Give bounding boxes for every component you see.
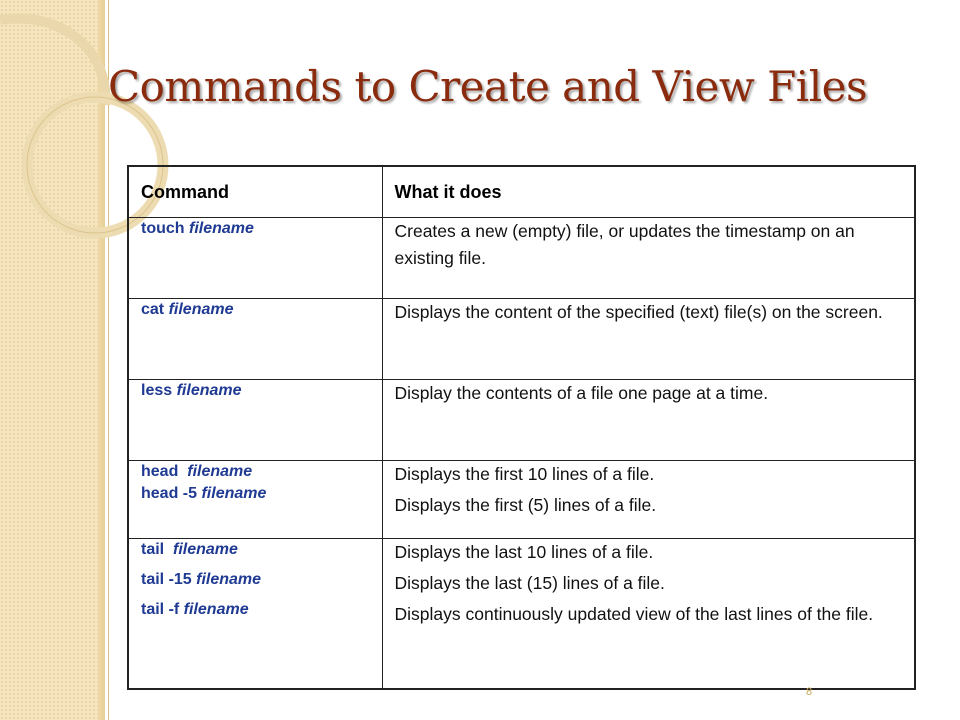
table-row — [128, 380, 915, 461]
description-cell — [382, 380, 915, 461]
table-row — [128, 461, 915, 539]
description-text: Displays the first (5) lines of a file. — [394, 495, 657, 515]
command-arg: filename — [201, 485, 267, 502]
command-arg: filename — [196, 571, 262, 588]
description-text: Displays continuously updated view of the last lines of the file. — [394, 604, 874, 624]
command-line — [141, 569, 370, 591]
command-name: head — [141, 463, 179, 480]
command-line — [141, 380, 370, 402]
command-cell — [128, 218, 382, 299]
table-row — [128, 218, 915, 299]
command-arg: filename — [183, 601, 249, 618]
page-number: 8 — [806, 686, 813, 698]
command-arg: filename — [187, 463, 253, 480]
table-row — [128, 539, 915, 689]
command-cell — [128, 299, 382, 380]
description-cell — [382, 539, 915, 689]
description-text: Displays the last (15) lines of a file. — [394, 573, 665, 593]
command-name: tail — [141, 541, 165, 558]
command-name: head -5 — [141, 485, 198, 502]
command-arg: filename — [168, 301, 234, 318]
description-cell — [382, 299, 915, 380]
command-arg: filename — [176, 382, 242, 399]
command-name: touch — [141, 220, 185, 237]
table-header-row — [128, 166, 915, 218]
description-text: Displays the last 10 lines of a file. — [394, 542, 654, 562]
command-arg: filename — [173, 541, 238, 558]
header-command: Command — [128, 166, 382, 218]
command-line — [141, 483, 370, 505]
command-line — [141, 461, 370, 483]
slide-title: Commands to Create and View Files — [108, 62, 868, 111]
description-text: Display the contents of a file one page at a time. — [394, 383, 769, 403]
description-text: Displays the content of the specified (text) file(s) on the screen. — [394, 302, 883, 322]
commands-table — [127, 165, 916, 690]
command-line — [141, 218, 370, 240]
command-name: less — [141, 382, 173, 399]
command-cell — [128, 461, 382, 539]
command-name: cat — [141, 301, 165, 318]
command-name: tail -f — [141, 601, 180, 618]
description-cell — [382, 218, 915, 299]
command-arg: filename — [189, 220, 254, 237]
description-text: Creates a new (empty) file, or updates the timestamp on an existing file. — [394, 221, 855, 268]
command-line — [141, 539, 370, 561]
header-what-it-does: What it does — [382, 166, 915, 218]
description-cell — [382, 461, 915, 539]
command-name: tail -15 — [141, 571, 192, 588]
table-row — [128, 299, 915, 380]
command-line — [141, 599, 370, 621]
command-line — [141, 299, 370, 321]
command-cell — [128, 380, 382, 461]
command-cell — [128, 539, 382, 689]
description-text: Displays the first 10 lines of a file. — [394, 464, 655, 484]
